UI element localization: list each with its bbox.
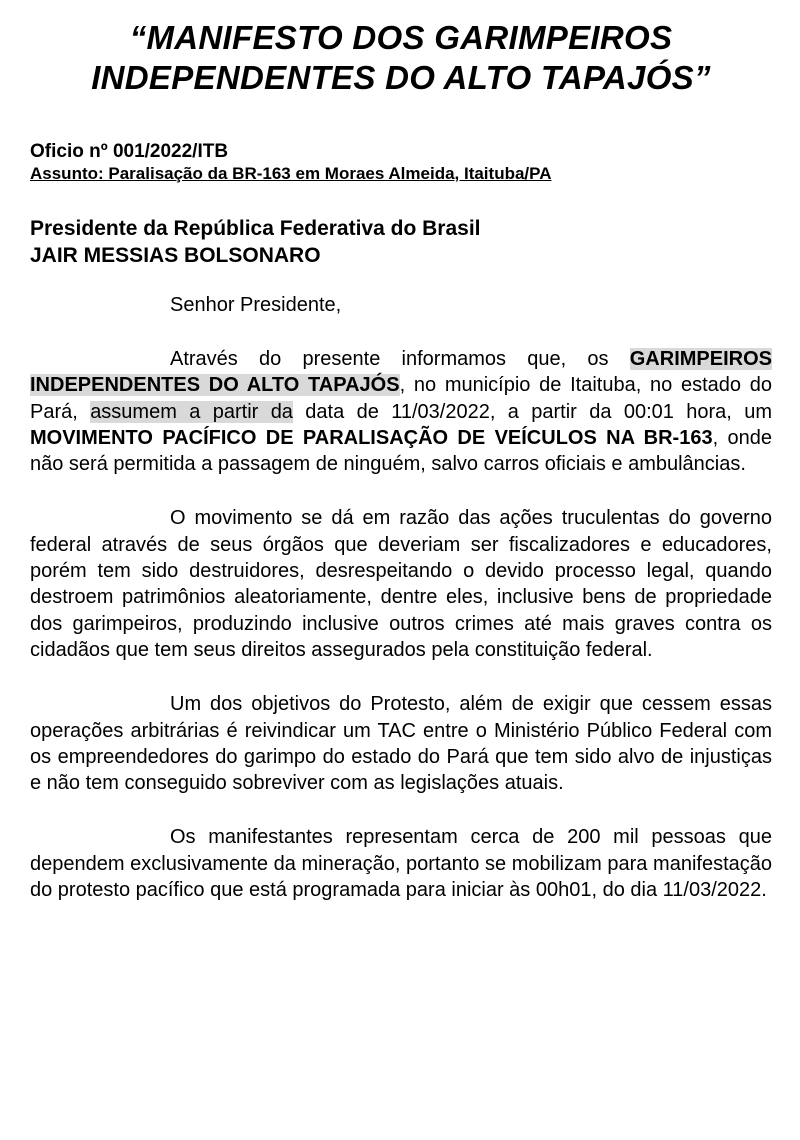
paragraph-3: Um dos objetivos do Protesto, além de exigir que cessem essas operações arbitrárias é reivindicar um TAC entre o Ministério Público Federal com os empreendedores do garimpo do estado do Pará que tem sido alvo de injustiças e não tem conseguido sobreviver com as legislações atuais. (30, 693, 772, 795)
paragraph-1-text-b: , no município de Itaituba, no estado do Pará, (30, 374, 772, 423)
paragraph-1-text-a: Através do presente informamos que, os (170, 348, 630, 370)
title-line-2: INDEPENDENTES DO ALTO TAPAJÓS” (91, 59, 711, 96)
highlighted-group-name: GARIMPEIROS INDEPENDENTES DO ALTO TAPAJÓS (30, 348, 772, 397)
paragraph-1-text-c: data de 11/03/2022, a partir da 00:01 hora, um (292, 400, 772, 423)
recipient-block (30, 215, 772, 269)
oficio-number: Oficio nº 001/2022/ITB (30, 141, 229, 162)
paragraph-4: Os manifestantes representam cerca de 200 mil pessoas que dependem exclusivamente da mineração, portanto se mobilizam para manifestação do protesto pacífico que está programada para iniciar às 00h01, do dia 11/03/2022. (30, 826, 772, 902)
paragraph-1-text-d: , onde não será permitida a passagem de ninguém, salvo carros oficiais e ambulâncias. (30, 426, 772, 476)
salutation: Senhor Presidente, (170, 294, 342, 316)
movement-bold-text: MOVIMENTO PACÍFICO DE PARALISAÇÃO DE VEÍCULOS NA BR-163 (30, 426, 713, 449)
recipient-title: Presidente da República Federativa do Brasil (30, 217, 481, 240)
paragraph-1 (30, 346, 772, 477)
highlighted-phrase: assumem a partir da (90, 400, 293, 423)
subject-line: Assunto: Paralisação da BR-163 em Moraes Almeida, Itaituba/PA (30, 164, 552, 183)
paragraph-2: O movimento se dá em razão das ações truculentas do governo federal através de seus órgãos que deveriam ser fiscalizadores e educadores, porém tem sido destruidores, desrespeitando o devido processo legal, quando destroem patrimônios aleatoriamente, dentre eles, inclusive bens de propriedade dos garimpeiros, produzindo inclusive outros crimes até mais graves contra os cidadãos que tem seus direitos assegurados pela constituição federal. (30, 507, 772, 661)
recipient-name: JAIR MESSIAS BOLSONARO (30, 244, 321, 267)
title-line-1: “MANIFESTO DOS GARIMPEIROS (129, 19, 673, 56)
document-title (30, 18, 772, 98)
